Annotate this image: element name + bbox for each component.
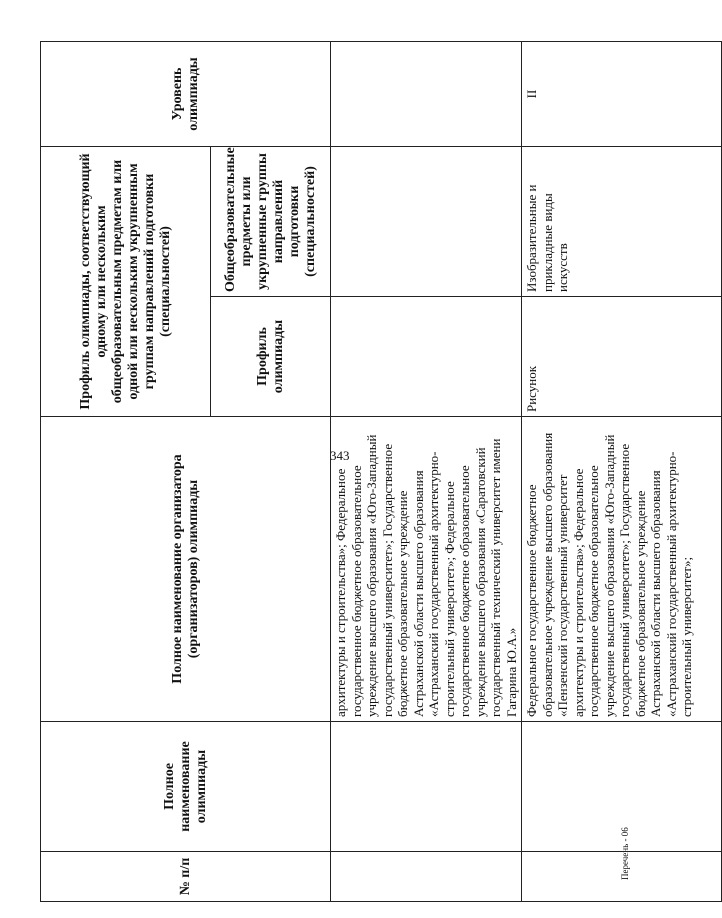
cell-subjects: Изобразительные и прикладные виды искусств [522,146,722,296]
page-number: 343 [330,448,350,463]
footer-note: Перечень - 06 [620,827,630,880]
header-name: Полное наименование олимпиады [41,722,331,852]
cell-subjects [331,146,522,296]
cell-name [331,722,522,852]
cell-num [331,852,522,902]
header-profile: Профиль олимпиады [211,297,331,417]
cell-profile [331,297,522,417]
cell-organizer: архитектуры и строительства»; Федеральное государственное бюджетное образовательное учреждение высшего образования «Юго-Западный государственный университет»; Государственное бюджетное образовательное учреждение Астраханской области высшего образования «Астраханский государственный архитектурно-строительный университет»; Федеральное государственное бюджетное образовательное учреждение высшего образования «Саратовский государственный технический университет имени Гагарина Ю.А.» [331,417,522,722]
table-row [331,41,522,901]
header-subjects: Общеобразовательные предметы или укрупненные группы направлений подготовки (специальностей) [211,146,331,296]
cell-level: II [522,41,722,146]
header-organizer: Полное наименование организатора (организаторов) олимпиады [41,417,331,722]
cell-profile: Рисунок [522,297,722,417]
olympiad-table [40,41,722,902]
header-num: № п/п [41,852,331,902]
header-level: Уровень олимпиады [41,41,331,146]
cell-name [522,722,722,852]
header-profile-group: Профиль олимпиады, соответствующий одному или нескольким общеобразовательным предметам или одной или нескольким укрупненным группам направлений подготовки (специальностей) [41,146,211,416]
table-header-row [41,41,211,901]
cell-num [522,852,722,902]
cell-level [331,41,522,146]
cell-organizer: Федеральное государственное бюджетное образовательное учреждение высшего образования «Пензенский государственный университет архитектуры и строительства»; Федеральное государственное бюджетное образовательное учреждение высшего образования «Юго-Западный государственный университет»; Государственное бюджетное образовательное учреждение Астраханской области высшего образования «Астраханский государственный архитектурно-строительный университет»; [522,417,722,722]
table-row [522,41,722,901]
